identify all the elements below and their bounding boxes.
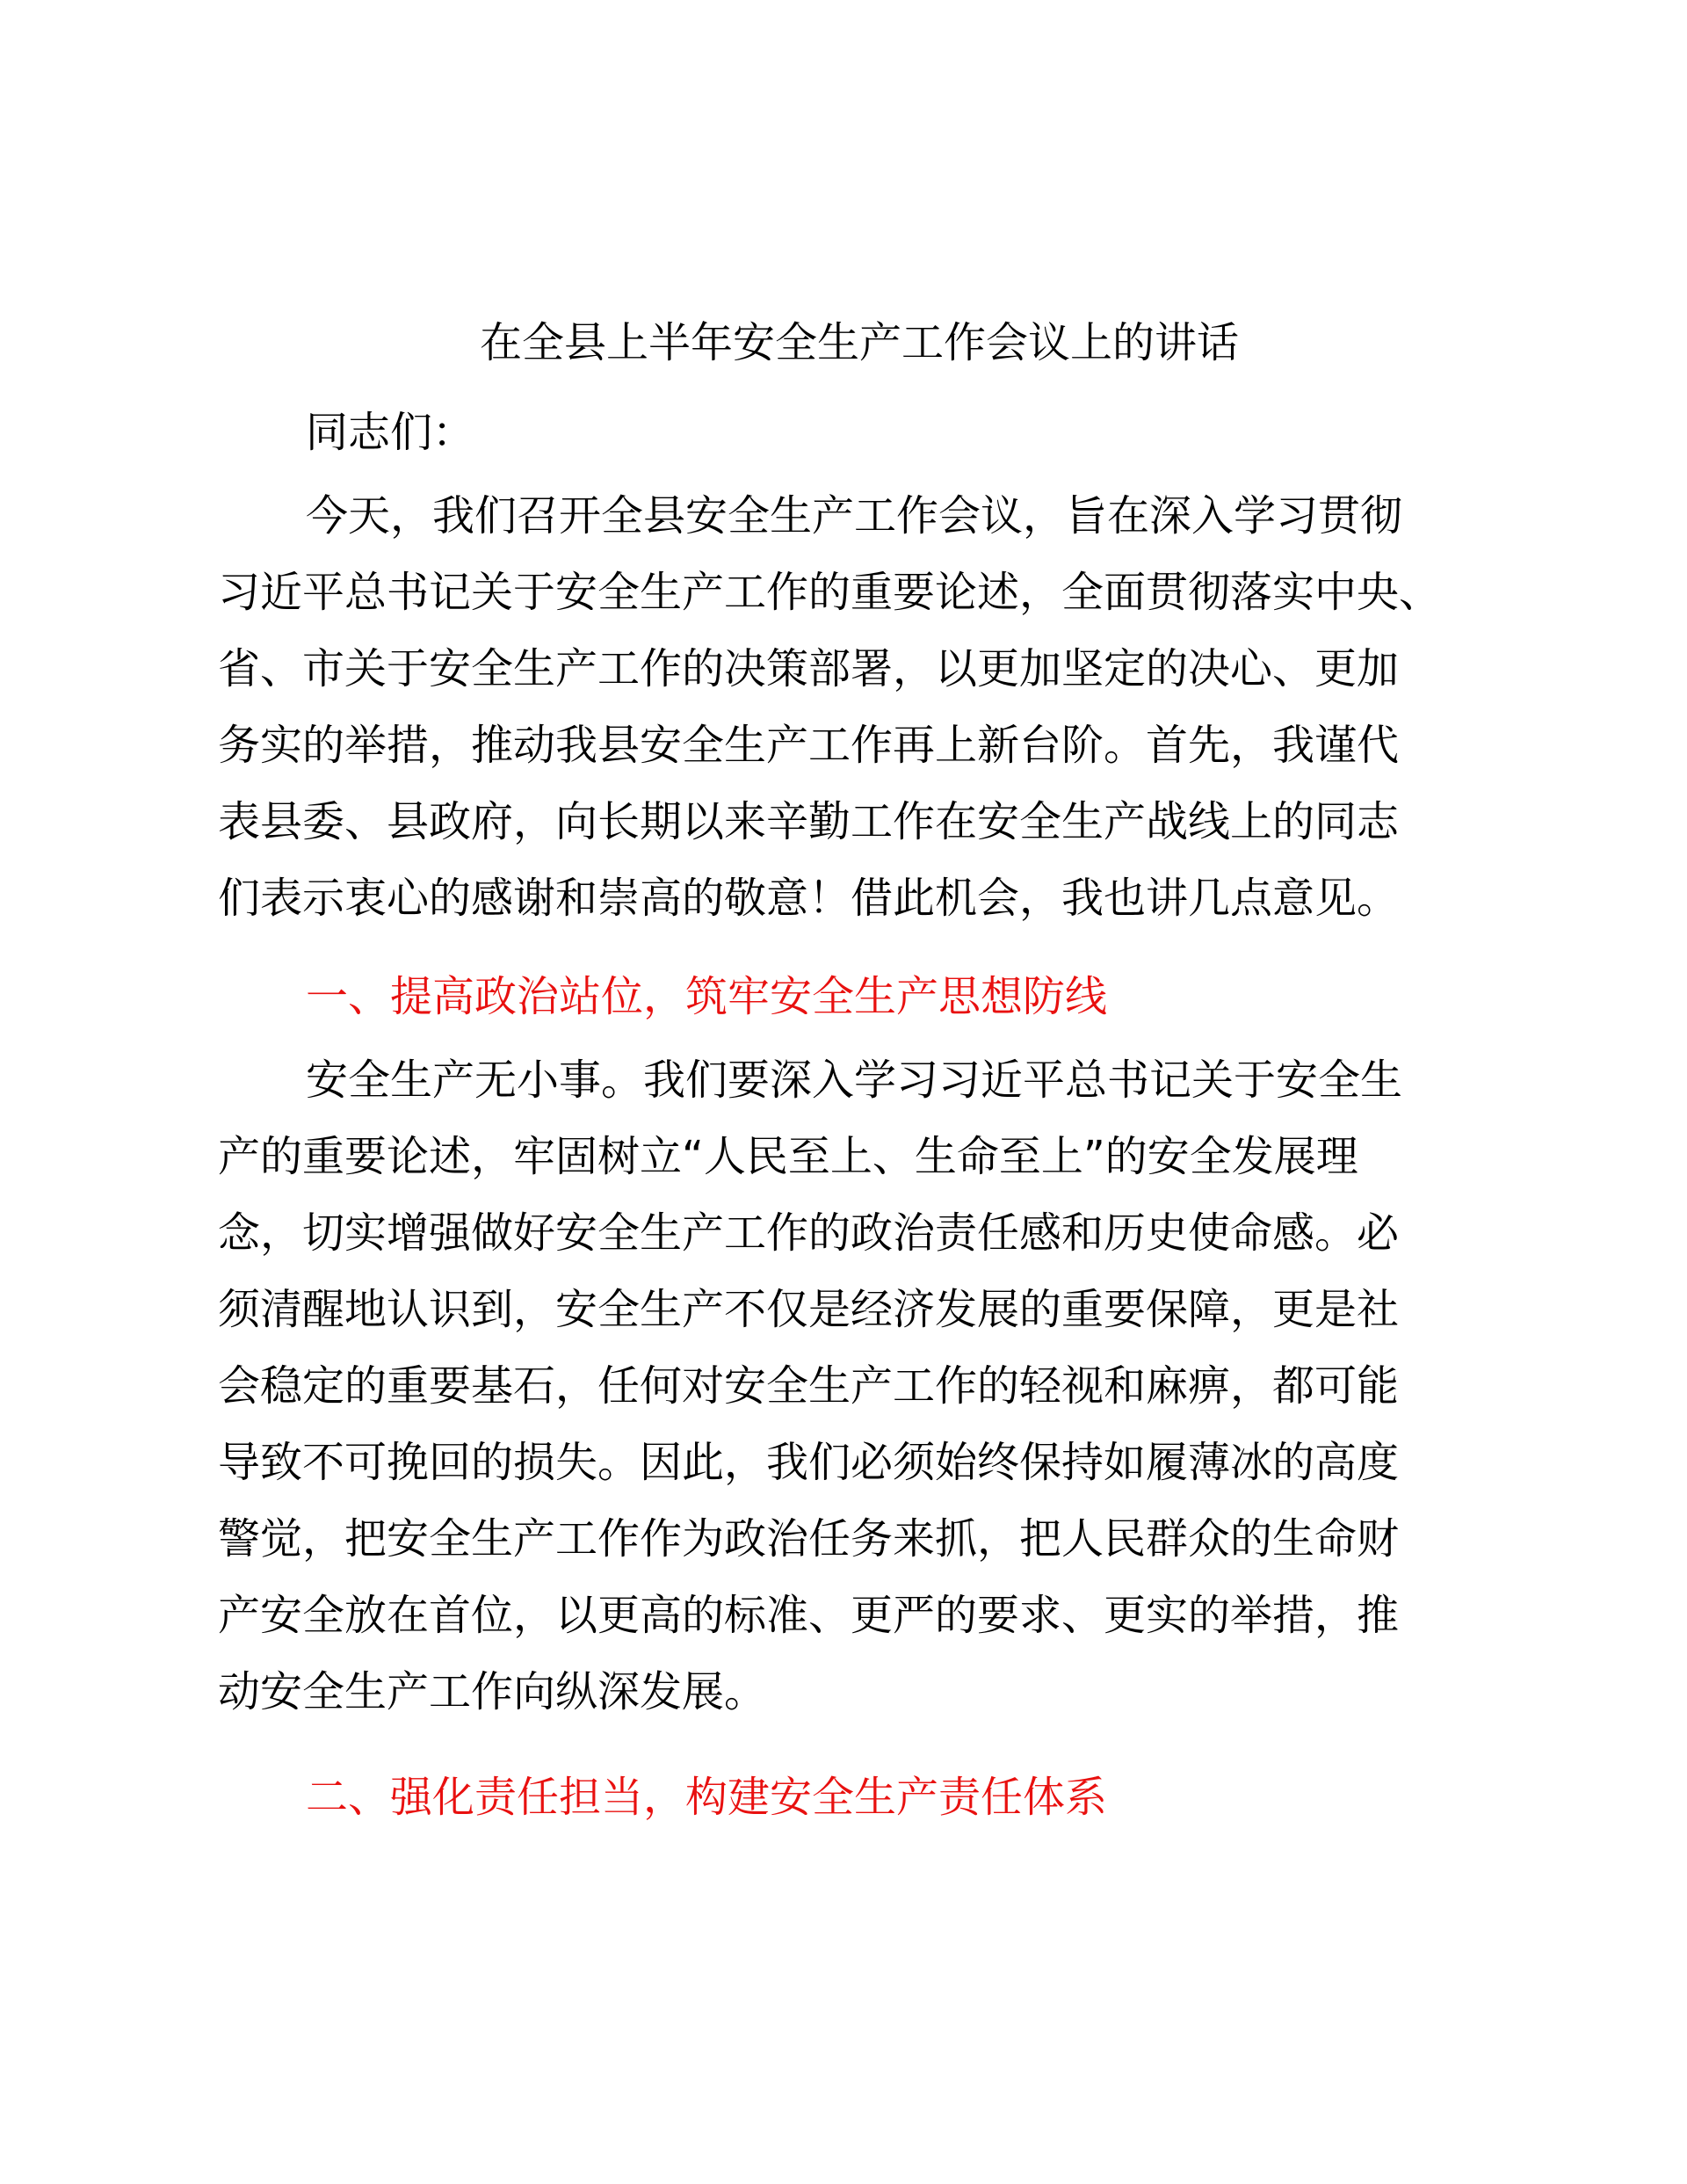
paragraph-line: 警觉，把安全生产工作作为政治任务来抓，把人民群众的生命财 (218, 1514, 1400, 1564)
paragraph-line: 表县委、县政府，向长期以来辛勤工作在安全生产战线上的同志 (218, 797, 1400, 846)
paragraph-line: 会稳定的重要基石，任何对安全生产工作的轻视和麻痹，都可能 (218, 1361, 1400, 1411)
document-title: 在全县上半年安全生产工作会议上的讲话 (479, 318, 1239, 367)
paragraph-line: 省、市关于安全生产工作的决策部署，以更加坚定的决心、更加 (218, 644, 1400, 693)
paragraph-line: 产安全放在首位，以更高的标准、更严的要求、更实的举措，推 (218, 1591, 1400, 1640)
greeting: 同志们： (306, 408, 475, 457)
paragraph-line: 念，切实增强做好安全生产工作的政治责任感和历史使命感。必 (218, 1208, 1400, 1258)
paragraph-line: 产的重要论述，牢固树立“人民至上、生命至上”的安全发展理 (218, 1132, 1358, 1181)
paragraph-line: 动安全生产工作向纵深发展。 (218, 1667, 767, 1716)
paragraph-line: 安全生产无小事。我们要深入学习习近平总书记关于安全生 (306, 1056, 1403, 1105)
paragraph-line: 务实的举措，推动我县安全生产工作再上新台阶。首先，我谨代 (218, 721, 1400, 770)
paragraph-line: 须清醒地认识到，安全生产不仅是经济发展的重要保障，更是社 (218, 1285, 1400, 1334)
paragraph-line: 导致不可挽回的损失。因此，我们必须始终保持如履薄冰的高度 (218, 1438, 1400, 1487)
document-body (218, 299, 1501, 1843)
paragraph-line: 习近平总书记关于安全生产工作的重要论述，全面贯彻落实中央、 (218, 568, 1442, 617)
intro-paragraph (218, 478, 1501, 937)
section-heading-2: 二、强化责任担当，构建安全生产责任体系 (306, 1773, 1108, 1822)
section-heading-1: 一、提高政治站位，筑牢安全生产思想防线 (306, 972, 1108, 1021)
paragraph-line: 今天，我们召开全县安全生产工作会议，旨在深入学习贯彻 (306, 491, 1403, 541)
paragraph-line: 们表示衷心的感谢和崇高的敬意！借此机会，我也讲几点意见。 (218, 874, 1400, 923)
section-1-paragraph (218, 1042, 1501, 1731)
